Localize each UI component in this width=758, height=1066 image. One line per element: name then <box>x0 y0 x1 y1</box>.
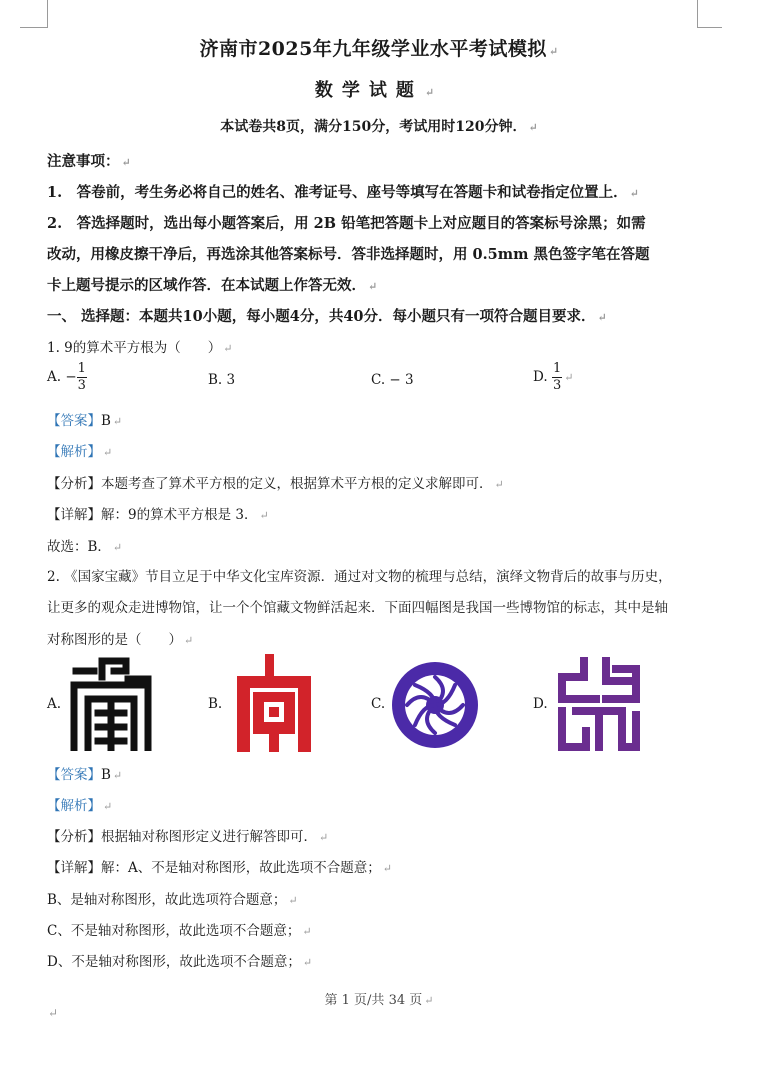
exam-info: 本试卷共8页，满分150分，考试用时120分钟． ↵ <box>220 119 538 135</box>
q1-answer: 【答案】B ↵ <box>47 413 123 429</box>
answer-tag: 【答案】 <box>47 767 101 783</box>
note-1: 1. 答卷前，考生务必将自己的姓名、准考证号、座号等填写在答题卡和试卷指定位置上． ↵ <box>47 184 639 201</box>
q1-fenxi: 【分析】本题考查了算术平方根的定义，根据算术平方根的定义求解即可． ↵ <box>47 476 504 492</box>
q2-line-d: D、不是轴对称图形，故此选项不合题意； ↵ <box>47 954 313 970</box>
q2-xiangjie: 【详解】解：A、不是轴对称图形，故此选项不合题意； ↵ <box>47 860 392 876</box>
note-2-line-2: 改动，用橡皮擦干净后，再选涂其他答案标号．答非选择题时，用 0.5mm 黑色签字笔在答题 <box>47 246 650 263</box>
document-title: 济南市2025年九年级学业水平考试模拟 ↵ <box>199 38 559 60</box>
note-2-line-3: 卡上题号提示的区域作答．在本试题上作答无效． ↵ <box>47 277 378 294</box>
end-paragraph-mark: ↵ <box>48 1006 59 1020</box>
section-1-heading: 一、 选择题：本题共10小题，每小题4分，共40分．每小题只有一项符合题目要求． ↵ <box>47 308 607 325</box>
q2-line-b: B、是轴对称图形，故此选项符合题意； ↵ <box>47 892 298 908</box>
q1-conclusion: 故选：B． ↵ <box>47 539 123 555</box>
q2-fenxi: 【分析】根据轴对称图形定义进行解答即可． ↵ <box>47 829 329 845</box>
q2-option-b-label: B. <box>208 696 223 712</box>
q1-stem: 1. 9的算术平方根为（ ） ↵ <box>47 340 233 356</box>
q2-option-a-label: A. <box>47 696 62 712</box>
q1-option-b: B. 3 <box>208 372 236 388</box>
document-subtitle: 数学试题 ↵ <box>314 80 444 101</box>
purple-meander-logo-icon <box>556 655 642 752</box>
q1-option-c: C. − 3 <box>371 372 414 388</box>
q2-line-c: C、不是轴对称图形，故此选项不合题意； ↵ <box>47 923 312 939</box>
q2-option-d-label: D. <box>533 696 548 712</box>
q1-xiangjie: 【详解】解：9的算术平方根是 3． ↵ <box>47 507 269 523</box>
q1-option-a: A. − $\frac{1}{3}$ <box>47 361 86 393</box>
q1-option-d: D. $\frac{1}{3}$ ↵ <box>533 361 574 393</box>
purple-swirl-circle-logo-icon <box>391 661 479 749</box>
q2-stem-line-3: 对称图形的是（ ） ↵ <box>47 632 194 648</box>
q2-option-c-label: C. <box>371 696 386 712</box>
jiexi-tag: 【解析】 <box>47 798 101 814</box>
page-footer: 第 1 页/共 34 页 ↵ <box>324 993 434 1008</box>
jiexi-tag: 【解析】 <box>47 444 101 460</box>
crop-mark-top-left <box>20 0 48 28</box>
red-coin-logo-icon <box>231 654 317 752</box>
black-maze-logo-icon <box>68 655 154 751</box>
notes-heading: 注意事项： ↵ <box>47 153 131 170</box>
q2-answer: 【答案】B ↵ <box>47 767 123 783</box>
note-2-line-1: 2. 答选择题时，选出每小题答案后，用 2B 铅笔把答题卡上对应题目的答案标号涂黑；如需 <box>47 215 646 232</box>
crop-mark-top-right <box>697 0 722 28</box>
q2-stem-line-2: 让更多的观众走进博物馆，让一个个馆藏文物鲜活起来．下面四幅图是我国一些博物馆的标志，其中是轴 <box>47 600 668 616</box>
q1-jiexi: 【解析】 ↵ <box>47 444 113 460</box>
q2-jiexi: 【解析】 ↵ <box>47 798 113 814</box>
answer-tag: 【答案】 <box>47 413 101 429</box>
q2-stem-line-1: 2. 《国家宝藏》节目立足于中华文化宝库资源．通过对文物的梳理与总结，演绎文物背后的故事与历史， <box>47 569 672 585</box>
